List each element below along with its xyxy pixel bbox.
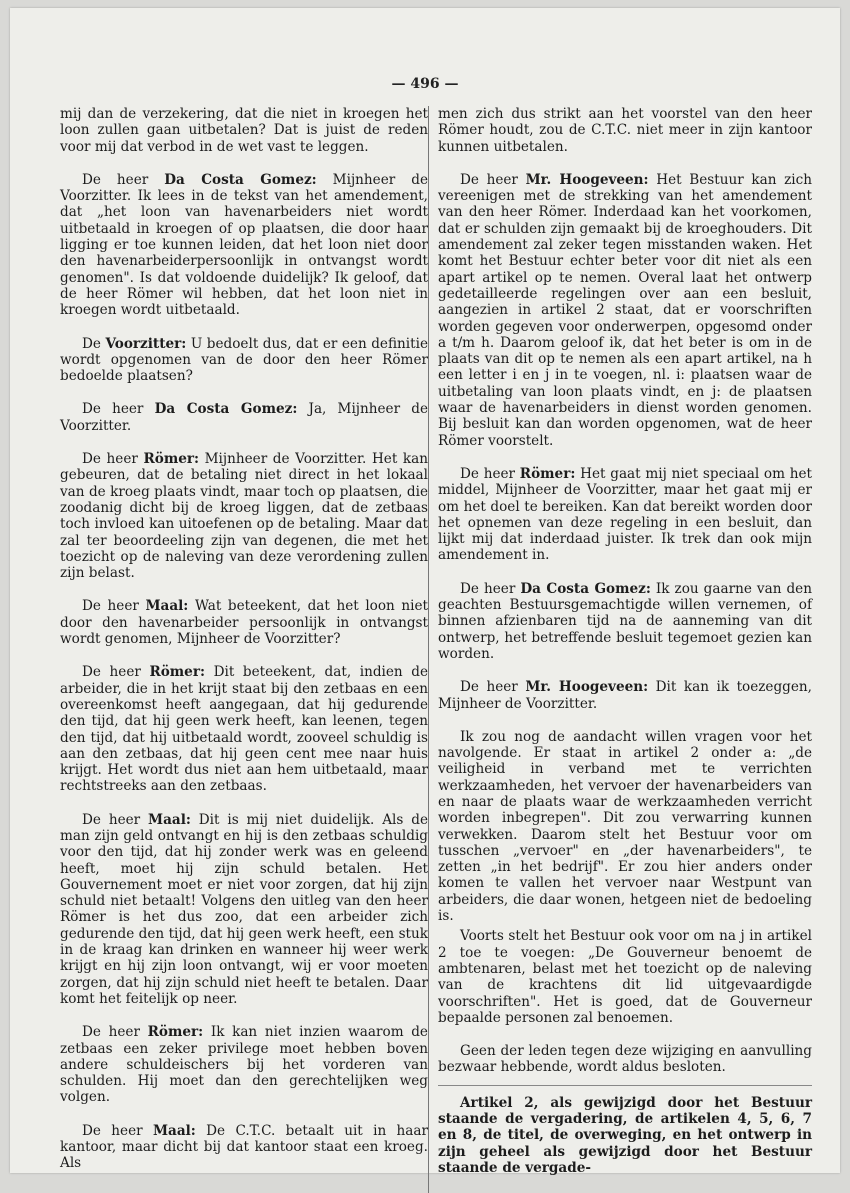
page-number: — 496 — — [391, 76, 459, 92]
paragraph-text: Ik kan niet inzien waarom de zetbaas een zeker privilege moet hebben boven andere schuldeischers bij het vorderen van schulden. Hij moet dan den gerechtelijken weg volgen. — [60, 1024, 428, 1106]
paragraph — [60, 172, 428, 319]
paragraph — [438, 466, 812, 564]
speaker-name: Voorzitter: — [105, 335, 187, 352]
paragraph-text: Mijnheer de Voorzitter. Het kan gebeuren, dat de betaling niet direct in het lokaal van de kroeg plaats vindt, maar toch op plaatsen, die zoodanig dicht bij de kroeg liggen, dat de zetbaas toch invloed kan uitoefenen op de betaling. Maar dat zal ter beoordeeling zijn van degenen, die met het toezicht op de naleving van deze verordening zullen zijn belast. — [60, 451, 428, 582]
speaker-name: Römer: — [143, 451, 200, 468]
paragraph-text: Het gaat mij niet speciaal om het middel, Mijnheer de Voorzitter, maar het gaat mij er om het doel te bereiken. Kan dat bereikt worden door het opnemen van deze regeling in een besluit, dan lijkt mij dat inderdaad juister. Ik trek dan ook mijn amendement in. — [438, 465, 812, 564]
speaker-prefix: De — [82, 335, 106, 352]
paragraph — [60, 401, 428, 434]
paragraph — [60, 336, 428, 385]
paragraph — [438, 1095, 812, 1176]
paragraph-text: Dit beteekent, dat, indien de arbeider, die in het krijt staat bij den zetbaas en een overeenkomst heeft aangegaan, dat hij gedurende den tijd, dat hij geen werk heeft, kan leenen, tegen den tijd, dat hij uitbetaald wordt, zooveel schuldig is aan den zetbaas, dat hij geen cent mee naar huis krijgt. Het wordt dus niet aan hem uitbetaald, maar rechtstreeks aan den zetbaas. — [60, 664, 428, 795]
paragraph-text: Het Bestuur kan zich vereenigen met de strekking van het amendement van den heer Römer. Inderdaad kan het voorkomen, dat er schulden zijn gemaakt bij de kroeghouders. Dit amendement zal zeker tegen misstanden waken. Het komt het Bestuur echter beter voor dit niet als een apart artikel op te nemen. Overal laat het ontwerp gedetailleerde regelingen over aan een besluit, aangezien in artikel 2 staat, dat er voorschriften worden gegeven voor onderwerpen, opgesomd onder a t/m h. Daarom geloof ik, dat het beter is om in de plaats van dit op te nemen als een apart artikel, na h een letter i en j in te voegen, nl. i: plaatsen waar de uitbetaling van loon plaats vindt, en j: de plaatsen waar de havenarbeiders in dienst worden genomen. Bij besluit kan dan worden opgenomen, wat de heer Römer voorstelt. — [438, 171, 812, 449]
paragraph — [438, 729, 812, 925]
paragraph — [438, 106, 812, 155]
speaker-prefix: De heer — [460, 171, 526, 188]
document-page — [10, 8, 840, 1176]
speaker-prefix: De heer — [460, 465, 520, 482]
speaker-name: Da Costa Gomez: — [164, 171, 317, 188]
speaker-prefix: De heer — [460, 679, 526, 696]
speaker-name: Römer: — [519, 465, 576, 482]
paragraph-text: men zich dus strikt aan het voorstel van den heer Römer houdt, zou de C.T.C. niet meer in zijn kantoor kunnen uitbetalen. — [438, 106, 812, 155]
speaker-prefix: De heer — [82, 171, 165, 188]
paragraph-text: Dit kan ik toezeggen, Mijnheer de Voorzitter. — [438, 679, 812, 712]
speaker-prefix: De heer — [82, 664, 150, 681]
paragraph-text: Ja, Mijnheer de Voorzitter. — [60, 401, 428, 434]
speaker-prefix: De heer — [82, 598, 146, 615]
paragraph — [438, 928, 812, 1026]
paragraph — [60, 598, 428, 647]
paragraph — [60, 664, 428, 794]
left-column — [60, 106, 428, 1189]
paragraph-text: Mijnheer de Voorzitter. Ik lees in de tekst van het amendement, dat „het loon van havenarbeiders niet wordt uitbetaald in kroegen of op plaatsen, die door haar ligging er toe kunnen leiden, dat het loon niet door den havenarbeiderpersoonlijk in ontvangst wordt genomen". Is dat voldoende duidelijk? Ik geloof, dat de heer Römer wil hebben, dat het loon niet in kroegen wordt uitbetaald. — [60, 171, 428, 319]
speaker-name: Maal: — [152, 1122, 196, 1139]
paragraph-text: De C.T.C. betaalt uit in haar kantoor, maar dicht bij dat kantoor staat een kroeg. Als — [60, 1122, 429, 1172]
paragraph — [60, 812, 428, 1008]
speaker-name: Maal: — [145, 598, 189, 615]
paragraph-text: mij dan de verzekering, dat die niet in kroegen het loon zullen gaan uitbetalen? Dat is juist de reden voor mij dat verbod in de wet vast te leggen. — [60, 106, 428, 155]
speaker-name: Mr. Hoogeveen: — [525, 171, 649, 188]
speaker-name: Mr. Hoogeveen: — [525, 679, 649, 696]
speaker-name: Da Costa Gomez: — [520, 580, 651, 597]
paragraph-text: Artikel 2, als gewijzigd door het Bestuur staande de vergadering, de artikelen 4, 5, 6, 7 en 8, de titel, de overweging, en het ontwerp in zijn geheel als gewijzigd door het Bestuur staande de vergade- — [438, 1094, 812, 1176]
paragraph-text: Wat beteekent, dat het loon niet door den havenarbeider persoonlijk in ontvangst wordt genomen, Mijnheer de Voorzitter? — [60, 598, 428, 648]
paragraph-text: Ik zou nog de aandacht willen vragen voor het navolgende. Er staat in artikel 2 onder a: „de veiligheid in verband met te verrichten werkzaamheden, het vervoer der havenarbeiders van en naar de plaats waar de werkzaamheden verricht worden inbegrepen". Dit zou verwarring kunnen verwekken. Daarom stelt het Bestuur voor om tusschen „vervoer" en „der havenarbeiders", te zetten „in het bedrijf". Er zou hier anders onder komen te vallen het vervoer naar Westpunt van arbeiders, die daar wonen, hetgeen niet de bedoeling is. — [438, 728, 812, 925]
speaker-prefix: De heer — [82, 401, 155, 418]
speaker-name: Maal: — [148, 811, 191, 828]
paragraph-text: Dit is mij niet duidelijk. Als de man zijn geld ontvangt en hij is den zetbaas schuldig voor den tijd, dat hij zonder werk was en geleend heeft, moet hij zijn schuld betalen. Het Gouvernement moet er niet voor zorgen, dat hij zijn schuld niet betaalt! Volgens den uitleg van den heer Römer is het dus zoo, dat een arbeider zich gedurende den tijd, dat hij geen werk heeft, een stuk in de kraag kan drinken en wanneer hij weer werk krijgt en hij zijn loon ontvangt, wij er voor moeten zorgen, dat hij zijn schuld niet heeft te betalen. Daar komt het feitelijk op neer. — [60, 811, 428, 1007]
paragraph-text: Voorts stelt het Bestuur ook voor om na j in artikel 2 toe te voegen: „De Gouverneur benoemt de ambtenaren, belast met het toezicht op de naleving van de krachtens dit lid uitgevaardigde voorschriften". Het is goed, dat de Gouverneur bepaalde personen zal benoemen. — [438, 928, 812, 1026]
paragraph-text: Ik zou gaarne van den geachten Bestuursgemachtigde willen vernemen, of binnen afzienbaren tijd na de aanneming van dit ontwerp, het betreffende besluit tegemoet gezien kan worden. — [438, 580, 812, 662]
speaker-prefix: De heer — [82, 1024, 148, 1041]
paragraph — [438, 172, 812, 449]
speaker-prefix: De heer — [82, 1122, 153, 1139]
paragraph — [60, 1024, 428, 1105]
paragraph-text: Geen der leden tegen deze wijziging en aanvulling bezwaar hebbende, wordt aldus besloten. — [438, 1043, 812, 1076]
paragraph — [60, 451, 428, 581]
paragraph-text: U bedoelt dus, dat er een definitie wordt opgenomen van de door den heer Römer bedoelde plaatsen? — [60, 335, 429, 385]
right-column — [428, 106, 812, 1193]
speaker-name: Römer: — [147, 1024, 204, 1041]
speaker-prefix: De heer — [460, 580, 521, 597]
paragraph — [60, 106, 428, 155]
section-divider — [438, 1085, 812, 1086]
speaker-prefix: De heer — [82, 451, 144, 468]
paragraph — [60, 1123, 428, 1172]
paragraph — [438, 1043, 812, 1076]
paragraph — [438, 581, 812, 662]
speaker-name: Da Costa Gomez: — [154, 401, 298, 418]
speaker-name: Römer: — [149, 664, 206, 681]
paragraph — [438, 679, 812, 712]
speaker-prefix: De heer — [82, 811, 149, 828]
